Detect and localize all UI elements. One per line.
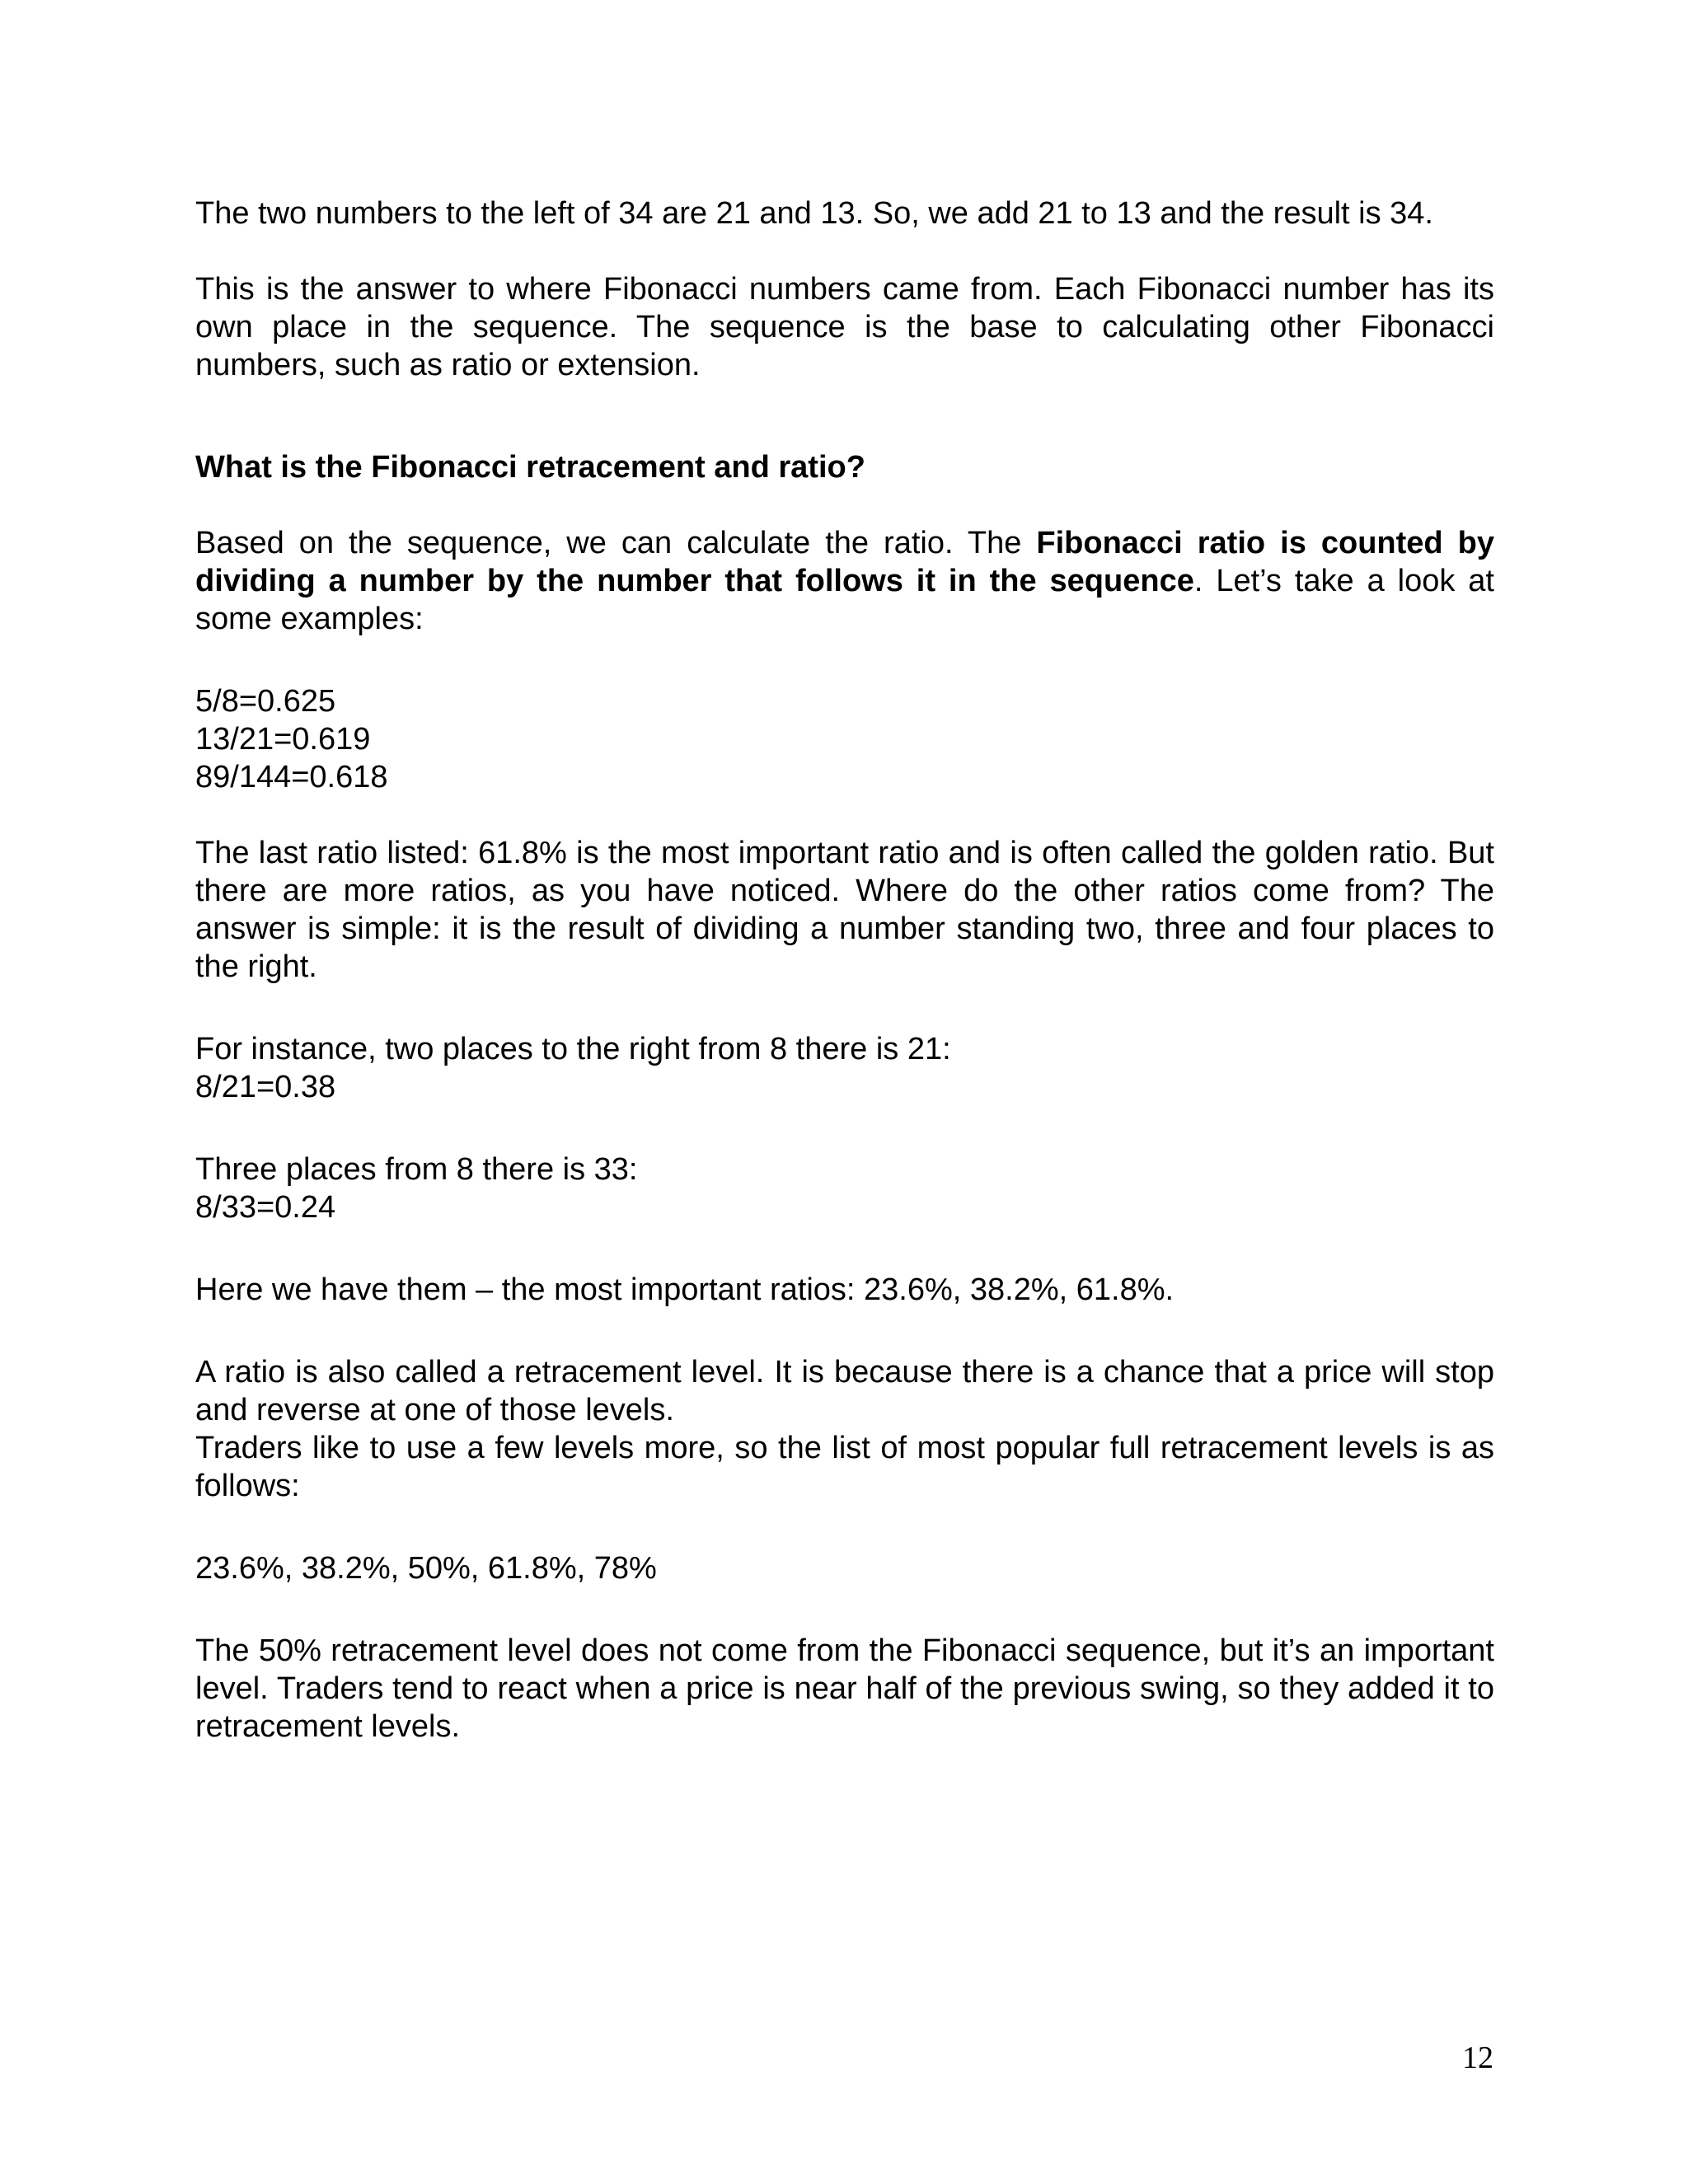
paragraph-sum-example: The two numbers to the left of 34 are 21 and 13. So, we add 21 to 13 and the result is 34.: [195, 196, 1433, 231]
section-heading: What is the Fibonacci retracement and ratio?: [195, 450, 865, 485]
ratio-examples-list: [195, 682, 1494, 796]
paragraph-important-ratios: Here we have them – the most important ratios: 23.6%, 38.2%, 61.8%.: [195, 1272, 1175, 1307]
ratio-example: 89/144=0.618: [195, 760, 388, 794]
paragraph-fifty-percent: The 50% retracement level does not come from the Fibonacci sequence, but it’s an important level. Traders tend to react when a price is near half of the previous swing, so they added it to retracement levels.: [195, 1633, 1494, 1744]
three-places-text: Three places from 8 there is 33:: [195, 1152, 638, 1187]
retracement-levels-list: 23.6%, 38.2%, 50%, 61.8%, 78%: [195, 1551, 657, 1586]
paragraph-fibonacci-origin: This is the answer to where Fibonacci numbers came from. Each Fibonacci number has its own place in the sequence. The sequence is the base to calculating other Fibonacci numbers, such as ratio or extension.: [195, 272, 1494, 382]
ratio-definition-bold: Fibonacci ratio is counted by dividing a number by the number that follows it in the sequence: [195, 526, 1494, 598]
ratio-definition-start: Based on the sequence, we can calculate the ratio. The: [195, 526, 1037, 560]
three-places-example: [195, 1151, 1494, 1226]
two-places-formula: 8/21=0.38: [195, 1070, 336, 1104]
paragraph-ratio-definition: [195, 524, 1494, 638]
page-number: 12: [1462, 2041, 1493, 2075]
ratio-example: 5/8=0.625: [195, 684, 336, 719]
three-places-formula: 8/33=0.24: [195, 1190, 336, 1225]
ratio-example: 13/21=0.619: [195, 722, 371, 757]
paragraph-popular-levels: Traders like to use a few levels more, so the list of most popular full retracement levels is as follows:: [195, 1431, 1494, 1503]
page-body: [195, 194, 1494, 1746]
ratio-definition-end: . Let’s take a look at some examples:: [195, 564, 1494, 636]
two-places-text: For instance, two places to the right from 8 there is 21:: [195, 1032, 951, 1066]
paragraph-golden-ratio: The last ratio listed: 61.8% is the most important ratio and is often called the golden ratio. But there are more ratios, as you have noticed. Where do the other ratios come from? The answer is simple: it is the result of dividing a number standing two, three and four places to the right.: [195, 836, 1494, 984]
paragraph-retracement-level: A ratio is also called a retracement level. It is because there is a chance that a price will stop and reverse at one of those levels.: [195, 1355, 1494, 1427]
two-places-example: [195, 1030, 1494, 1106]
